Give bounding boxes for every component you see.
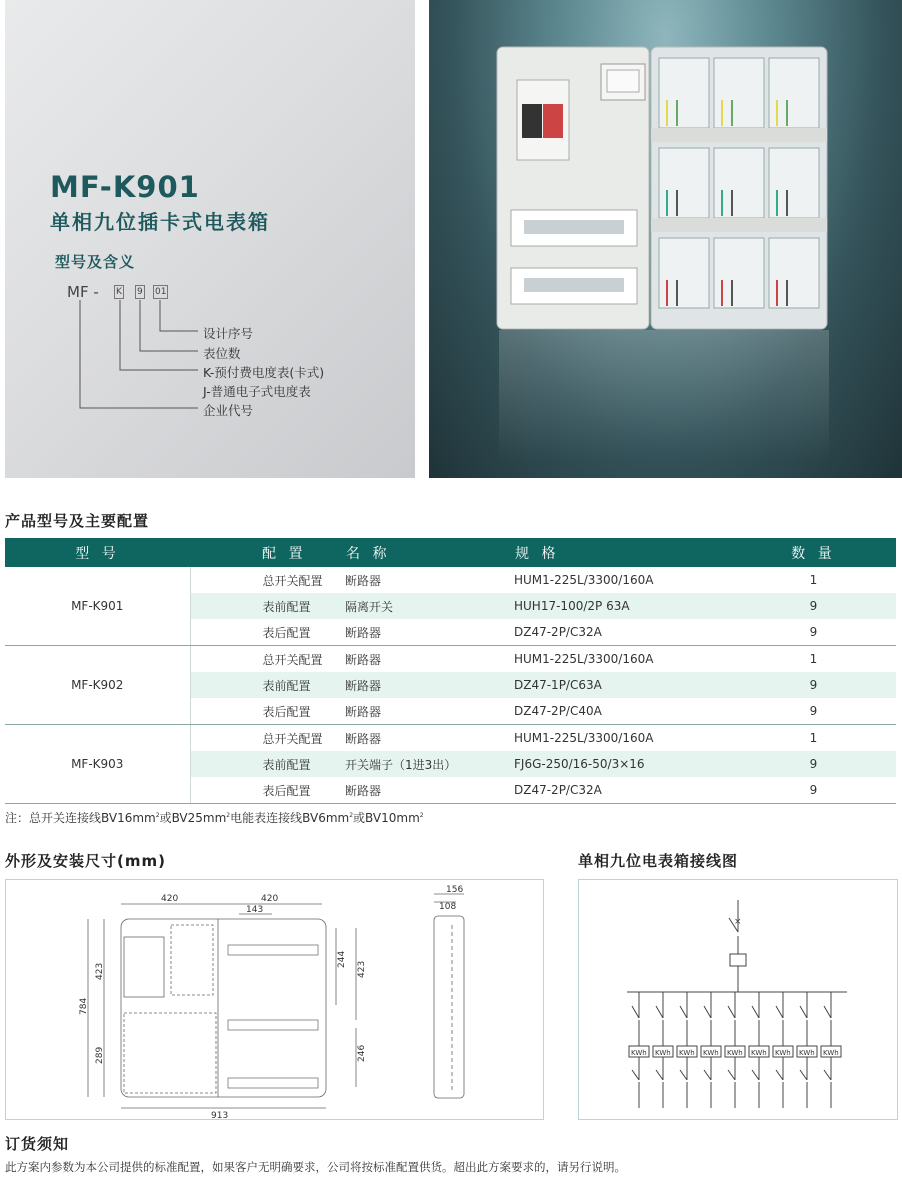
config-cell: 表后配置 [190,777,345,804]
qty-cell: 9 [731,672,896,698]
dim-right-lower: 246 [357,1044,367,1062]
config-cell: 总开关配置 [262,573,323,588]
name-cell: 断路器 [345,731,382,746]
dim-upper-height: 423 [95,962,105,980]
dim-depth-inner: 108 [439,902,457,912]
qty-cell: 9 [731,751,896,777]
meter-label: KWh [703,1049,719,1057]
branch-circuit [749,992,769,1108]
header-qty: 数 量 [731,538,896,567]
header-spec: 规 格 [514,538,731,567]
dim-lower-height: 289 [95,1046,105,1064]
qty-cell: 1 [809,652,818,666]
wiring-diagram-panel [578,879,898,1120]
code-prefix: MF - [67,283,99,301]
config-cell: 总开关配置 [262,731,323,746]
config-cell: 表后配置 [190,698,345,725]
meter-label: KWh [727,1049,743,1057]
model-cell: MF-K902 [5,646,190,725]
note-sup: 2 [155,812,160,819]
name-cell: 隔离开关 [345,593,514,619]
code-box-count: 9 [137,287,143,297]
qty-cell: 9 [731,698,896,725]
meter-label: KWh [775,1049,791,1057]
name-cell: 断路器 [345,777,514,804]
wiring-title: 单相九位电表箱接线图 [578,852,739,870]
meter-label: KWh [799,1049,815,1057]
meaning-title: 型号及含义 [55,253,136,271]
meter-box-illustration [429,0,902,478]
model-subtitle: 单相九位插卡式电表箱 [50,210,270,234]
model-cell: MF-K901 [5,567,190,646]
name-cell: 断路器 [345,672,514,698]
config-cell: 表前配置 [190,672,345,698]
config-table [5,538,896,804]
meter-label: KWh [679,1049,695,1057]
model-title: MF-K901 [50,170,200,204]
branch-circuit [725,992,745,1108]
meter-label: KWh [655,1049,671,1057]
wiring-diagram [579,880,897,1119]
spec-cell: DZ47-1P/C63A [514,672,731,698]
note-part: 或BV25mm [159,811,227,825]
spec-cell: FJ6G-250/16-50/3×16 [514,751,731,777]
note-sup: 2 [226,812,231,819]
meter-label: KWh [751,1049,767,1057]
code-box-type: K [116,287,122,297]
branch-circuit [797,992,817,1108]
order-title: 订货须知 [5,1135,70,1153]
dimension-drawing-panel [5,879,544,1120]
model-cell: MF-K903 [5,725,190,804]
note-sup: 2 [419,812,424,819]
qty-cell: 9 [731,777,896,804]
config-cell: 表后配置 [190,619,345,646]
config-cell: 表前配置 [190,593,345,619]
name-cell: 断路器 [345,698,514,725]
qty-cell: 1 [809,731,818,745]
legend-company: 企业代号 [203,403,254,418]
table-row [5,567,896,593]
qty-cell: 9 [731,593,896,619]
legend-serial: 设计序号 [203,326,254,341]
branch-circuit [701,992,721,1108]
header-model: 型 号 [5,538,190,567]
branch-circuit [653,992,673,1108]
name-cell: 断路器 [345,652,382,667]
legend-prepaid: K-预付费电度表(卡式) [203,365,325,380]
branch-circuit [821,992,841,1108]
note-sup: 2 [349,812,354,819]
dim-right-mid: 423 [357,960,367,978]
meter-label: KWh [631,1049,647,1057]
code-box-serial: 01 [155,287,167,297]
note-part: 或BV10mm [353,811,420,825]
table-header-row [5,538,896,567]
main-switch-mark: × [734,917,742,927]
qty-cell: 9 [731,619,896,646]
dim-depth-outer: 156 [446,885,464,895]
spec-cell: HUM1-225L/3300/160A [514,652,654,666]
legend-normal: J-普通电子式电度表 [203,384,311,399]
config-section-title: 产品型号及主要配置 [5,512,150,530]
config-cell: 表前配置 [190,751,345,777]
dim-inner-width: 143 [246,905,264,915]
dim-total-height: 784 [79,997,89,1015]
header-config: 配 置 [190,538,345,567]
product-photo [429,0,902,478]
dim-width-left: 420 [161,894,179,904]
name-cell: 断路器 [345,619,514,646]
note-part: 注：总开关连接线BV16mm [5,811,156,825]
wiring-note [5,809,424,826]
dim-width-right: 420 [261,894,279,904]
branch-group [629,992,841,1108]
spec-cell: DZ47-2P/C32A [514,777,731,804]
order-text: 此方案内参数为本公司提供的标准配置，如果客户无明确要求，公司将按标准配置供货。超出此方案要求的，请另行说明。 [5,1160,626,1174]
dimensions-title: 外形及安装尺寸(mm) [5,852,166,870]
spec-cell: HUH17-100/2P 63A [514,593,731,619]
note-part: 电能表连接线BV6mm [230,811,350,825]
config-cell: 总开关配置 [262,652,323,667]
dimension-drawing [6,880,543,1119]
dim-right-upper: 244 [337,950,347,968]
name-cell: 断路器 [345,573,382,588]
table-row [5,646,896,673]
branch-circuit [773,992,793,1108]
spec-cell: HUM1-225L/3300/160A [514,731,654,745]
dim-total-width: 913 [211,1111,229,1119]
legend-count: 表位数 [203,346,241,361]
spec-cell: HUM1-225L/3300/160A [514,573,654,587]
qty-cell: 1 [809,573,818,587]
table-row [5,725,896,752]
name-cell: 开关端子（1进3出） [345,751,514,777]
spec-cell: DZ47-2P/C40A [514,698,731,725]
meter-label: KWh [823,1049,839,1057]
branch-circuit [629,992,649,1108]
header-name: 名 称 [345,538,514,567]
branch-circuit [677,992,697,1108]
spec-cell: DZ47-2P/C32A [514,619,731,646]
